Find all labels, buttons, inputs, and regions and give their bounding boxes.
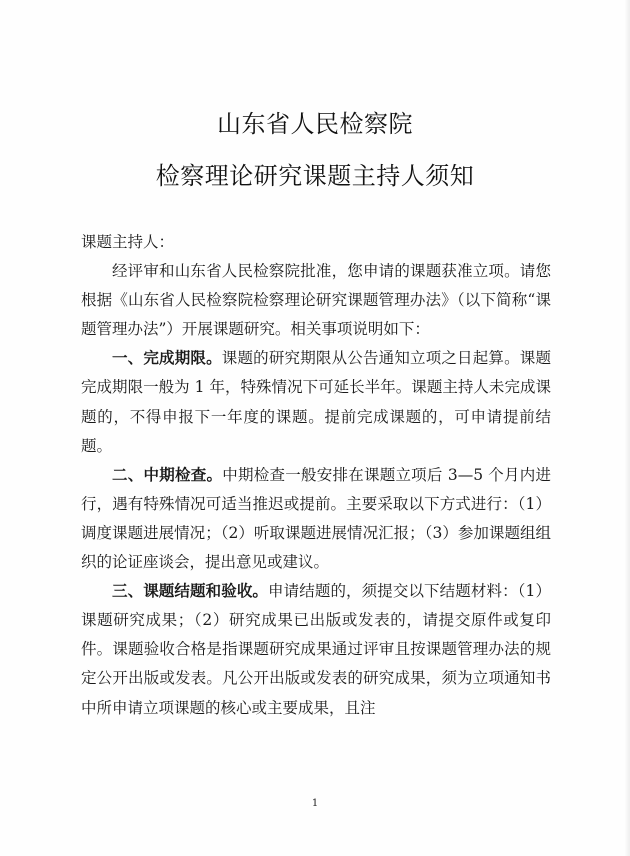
section-heading: 三、课题结题和验收。 [112,582,269,601]
page-number: 1 [311,798,319,809]
section-heading: 二、中期检查。 [112,465,223,484]
intro-paragraph: 经评审和山东省人民检察院批准，您申请的课题获准立项。请您根据《山东省人民检察院检察理论研究课题管理办法》（以下简称“课题管理办法”）开展课题研究。相关事项说明如下： [81,262,551,339]
section-completion-acceptance [81,577,551,722]
section-midterm-check [81,461,551,577]
section-text: 课题的研究期限从公告通知立项之日起算。课题完成期限一般为 1 年，特殊情况下可延长半年。课题主持人未完成课题的，不得申报下一年度的课题。提前完成课题的，可申请提前结题。 [81,349,551,455]
document-title-organization: 山东省人民检察院 [217,110,413,138]
section-heading: 一、完成期限。 [112,349,222,368]
salutation: 课题主持人： [81,233,175,251]
document-title-subject: 检察理论研究课题主持人须知 [155,162,475,190]
section-text: 申请结题的，须提交以下结题材料：（1）课题研究成果；（2）研究成果已出版或发表的，请提交原件或复印件。课题验收合格是指课题研究成果通过评审且按课题管理办法的规定公开出版或发表。凡公开出版或发表的研究成果，须为立项通知书中所申请立项课题的核心或主要成果，且注 [81,582,551,717]
document-body [81,228,551,723]
section-text: 中期检查一般安排在课题立项后 3—5 个月内进行，遇有特殊情况可适当推迟或提前。主要采取以下方式进行：（1）调度课题进展情况；（2）听取课题进展情况汇报；（3）参加课题组组织的论证座谈会，提出意见或建议。 [81,465,551,572]
section-completion-deadline [81,344,551,460]
